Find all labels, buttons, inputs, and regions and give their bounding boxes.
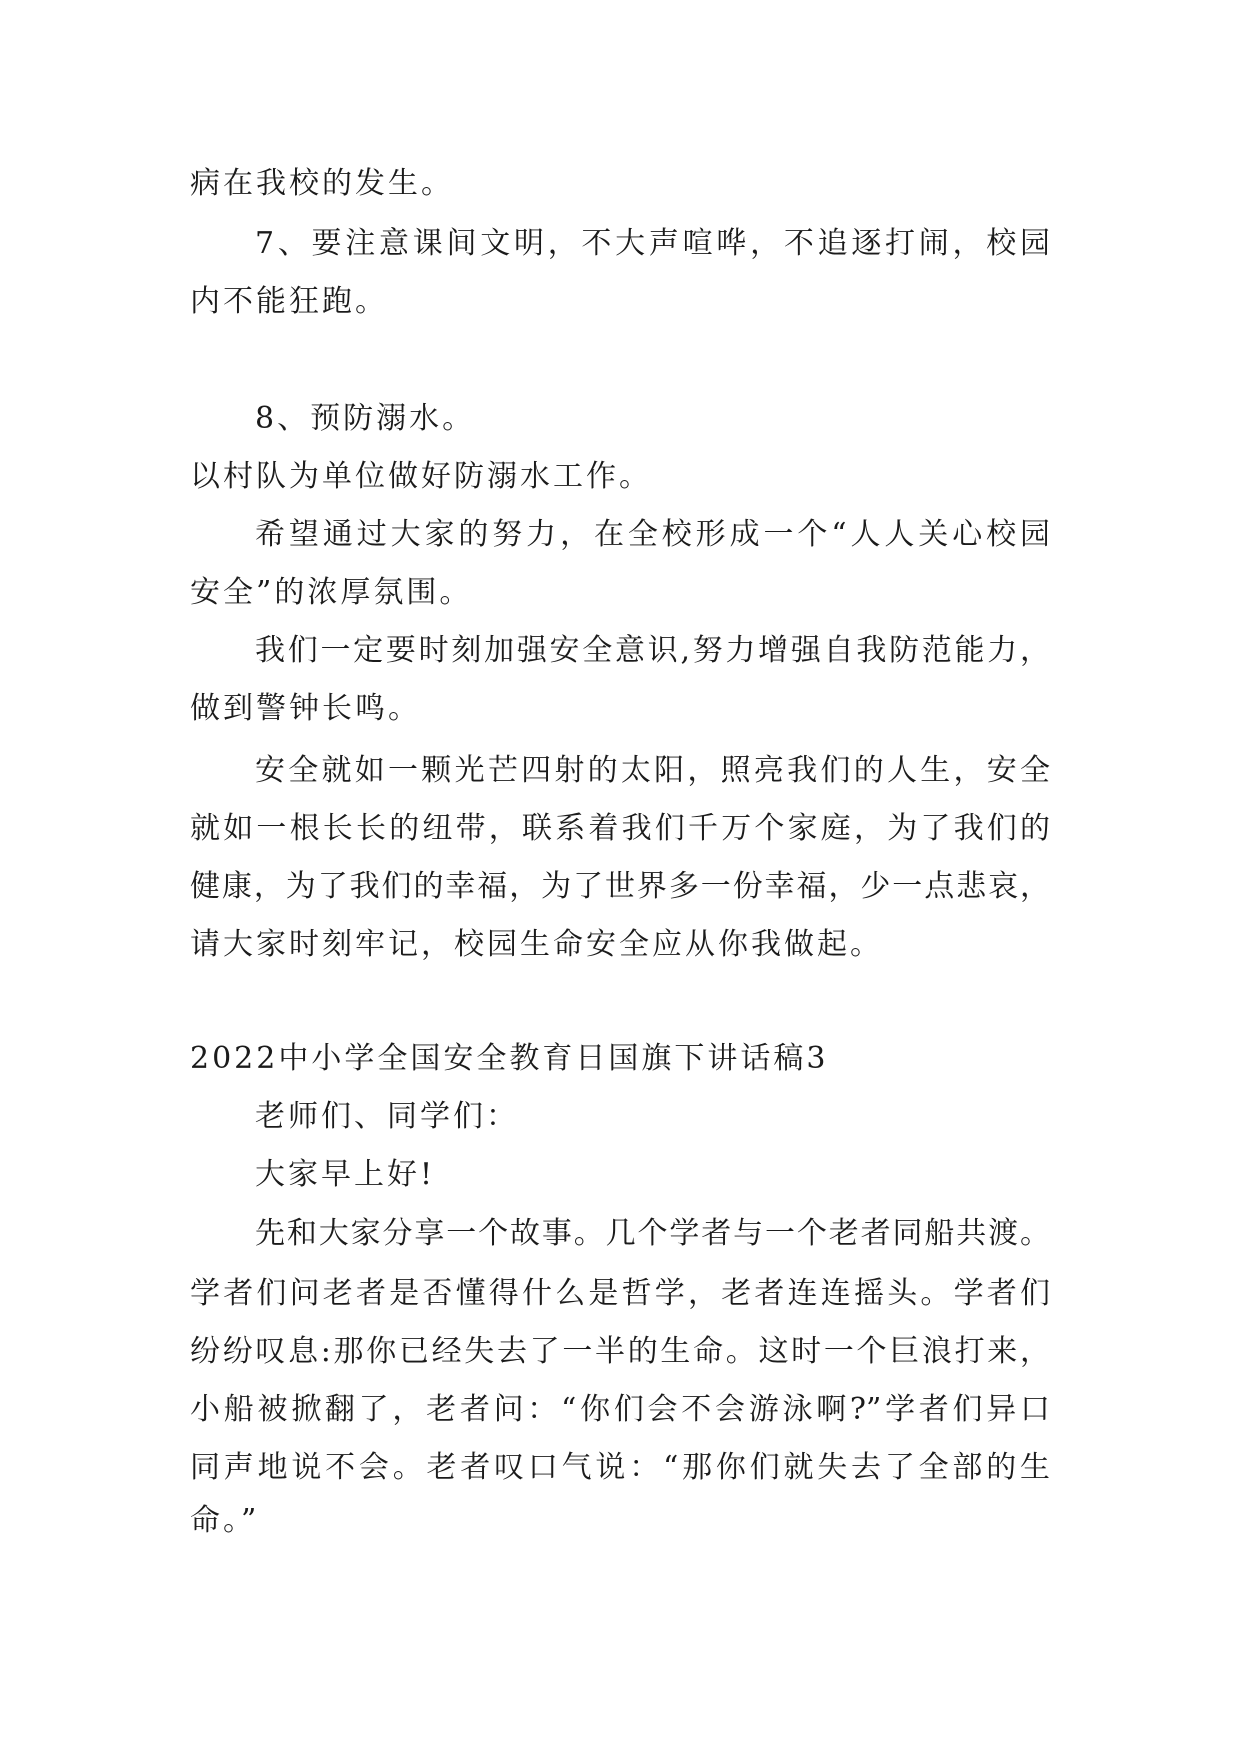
text-line: 希望通过大家的努力，在全校形成一个“人人关心校园 bbox=[255, 517, 1050, 552]
text-line: 同声地说不会。老者叹口气说：“那你们就失去了全部的生 bbox=[190, 1450, 1050, 1485]
text-line: 内不能狂跑。 bbox=[190, 284, 388, 319]
text-line: 就如一根长长的纽带，联系着我们千万个家庭，为了我们的 bbox=[190, 811, 1050, 846]
text-line: 老师们、同学们： bbox=[255, 1099, 519, 1134]
text-line: 健康，为了我们的幸福，为了世界多一份幸福，少一点悲哀， bbox=[190, 869, 1050, 904]
text-line: 8、预防溺水。 bbox=[255, 401, 476, 436]
text-line: 我们一定要时刻加强安全意识,努力增强自我防范能力， bbox=[255, 633, 1050, 668]
text-line: 学者们问老者是否懂得什么是哲学，老者连连摇头。学者们 bbox=[190, 1276, 1050, 1311]
text-line: 小船被掀翻了，老者问：“你们会不会游泳啊?”学者们异口 bbox=[190, 1392, 1050, 1427]
text-line: 命。” bbox=[190, 1503, 260, 1538]
text-line: 先和大家分享一个故事。几个学者与一个老者同船共渡。 bbox=[255, 1216, 1050, 1251]
text-line: 安全就如一颗光芒四射的太阳，照亮我们的人生，安全 bbox=[255, 753, 1050, 788]
text-line: 做到警钟长鸣。 bbox=[190, 691, 421, 726]
text-line: 安全”的浓厚氛围。 bbox=[190, 575, 473, 610]
text-line: 大家早上好! bbox=[255, 1157, 436, 1192]
text-line: 请大家时刻牢记，校园生命安全应从你我做起。 bbox=[190, 927, 883, 962]
text-line: 纷纷叹息:那你已经失去了一半的生命。这时一个巨浪打来， bbox=[190, 1334, 1050, 1369]
text-line: 7、要注意课间文明，不大声喧哗，不追逐打闹，校园 bbox=[255, 226, 1050, 261]
text-line: 以村队为单位做好防溺水工作。 bbox=[190, 459, 652, 494]
section-heading: 2022中小学全国安全教育日国旗下讲话稿3 bbox=[190, 1041, 829, 1076]
text-line: 病在我校的发生。 bbox=[190, 166, 454, 201]
